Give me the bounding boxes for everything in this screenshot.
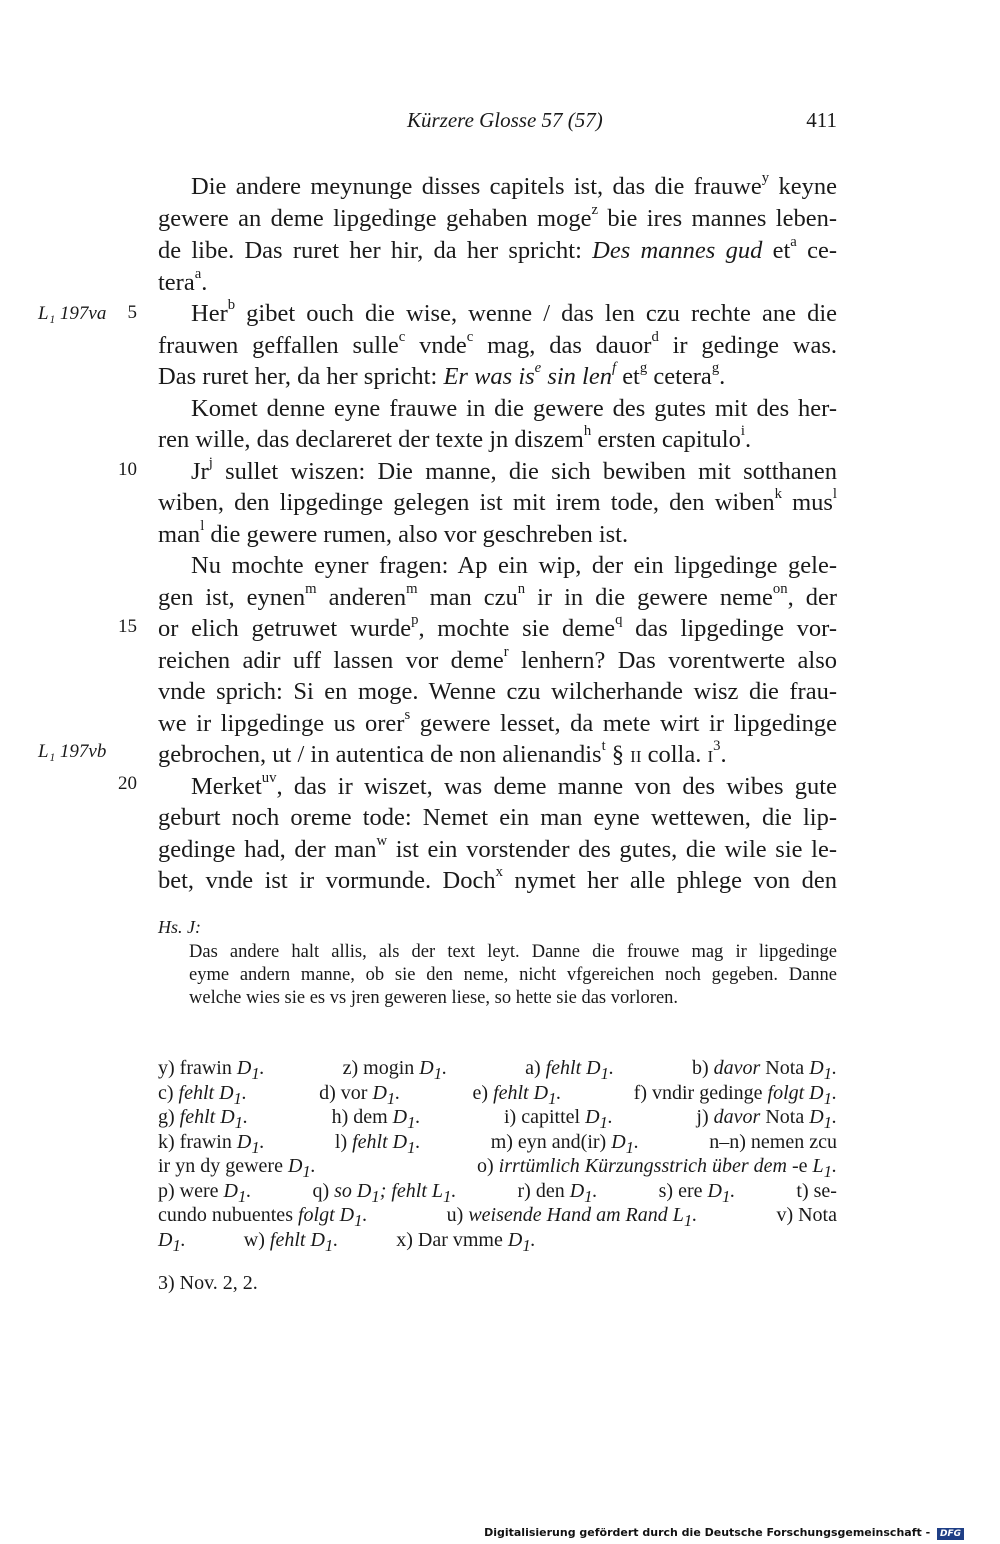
text-line: man$^l$ die gewere rumen, also vor geschreben ist. (158, 517, 629, 548)
line-number-5: 5 (127, 302, 137, 323)
variant-line: eyme andern manne, ob sie den neme, nicht vfgereichen noch gegeben. Danne (189, 965, 837, 985)
line-number-10: 10 (118, 459, 137, 480)
footer-credit (484, 1526, 964, 1540)
text-line: bet, vnde ist ir vormunde. Doch$^x$ nymet her alle phlege von den (158, 863, 837, 894)
text-line: Jr$^j$ sullet wiszen: Die manne, die sich bewiben mit sotthanen (191, 454, 837, 485)
apparatus-line: k) frawin $D_1$. l) fehlt $D_1$. m) eyn and(ir) $D_1$. n–n) nemen zcu (158, 1131, 837, 1157)
line-number-15: 15 (118, 616, 137, 637)
dfg-logo: DFG (937, 1528, 964, 1540)
text-line: geburt noch oreme tode: Nemet ein man eyne wettewen, die lip- (158, 804, 837, 831)
apparatus-line: y) frawin $D_1$. z) mogin $D_1$. a) fehlt $D_1$. b) davor Nota $D_1$. (158, 1057, 837, 1083)
variant-line: Das andere halt allis, als der text leyt. Danne die frouwe mag ir lipgedinge (189, 942, 837, 962)
text-line: gewere an deme lipgedinge gehaben moge$^z$ bie ires mannes leben- (158, 201, 837, 232)
variant-line: welche wies sie es vs jren geweren liese, so hette sie das vorloren. (189, 988, 679, 1008)
apparatus-line: $D_1$. w) fehlt $D_1$. x) Dar vmme $D_1$. (158, 1229, 536, 1255)
text-line: Die andere meynunge disses capitels ist, das die frauwe$^y$ keyne (191, 169, 837, 200)
text-line: gebrochen, ut / in autentica de non alienandis$^t$ § ii colla. $i^3$. (158, 737, 727, 768)
text-line: Merket$^{uv}$, das ir wiszet, was deme manne von des wibes gute (191, 769, 837, 800)
text-line: or elich getruwet wurde$^p$, mochte sie deme$^q$ das lipgedinge vor- (158, 611, 837, 642)
apparatus-line: ir yn dy gewere $D_1$. o) irrtümlich Kürzungsstrich über dem -e $L_1$. (158, 1155, 837, 1181)
text-line: Nu mochte eyner fragen: Ap ein wip, der ein lipgedinge gele- (191, 552, 837, 579)
text-line: vnde sprich: Si en moge. Wenne czu wilcherhande wisz die frau- (158, 678, 837, 705)
text-line: Her$^b$ gibet ouch die wise, wenne / das len czu rechte ane die (191, 296, 837, 327)
running-head: Kürzere Glosse 57 (57) (407, 108, 603, 132)
text-line: frauwen geffallen sulle$^c$ vnde$^c$ mag, das dauor$^d$ ir gedinge was. (158, 328, 837, 359)
text-line: de libe. Das ruret her hir, da her spricht: Des mannes gud $et^a$ ce- (158, 233, 837, 264)
text-line: gen ist, eynen$^m$ anderen$^m$ man czu$^n$ ir in die gewere neme$^{on}$, der (158, 580, 837, 611)
text-line: we ir lipgedinge us orer$^s$ gewere lesset, da mete wirt ir lipgedinge (158, 706, 837, 737)
text-line: reichen adir uff lassen vor deme$^r$ lenhern? Das vorentwerte also (158, 643, 837, 674)
manuscript-ref-197va: L₁ 197va (38, 303, 107, 324)
text-line: tera$^a$. (158, 265, 208, 296)
source-footnote: 3) Nov. 2, 2. (158, 1272, 258, 1294)
text-line: Das ruret her, da her spricht: Er was $is^e$ sin len$^f$ $et^g$ cetera$^g$. (158, 359, 726, 390)
text-line: gedinge had, der man$^w$ ist ein vorstender des gutes, die wile sie le- (158, 832, 837, 863)
text-line: ren wille, das declareret der texte jn diszem$^h$ ersten capitulo$^i$. (158, 422, 752, 453)
apparatus-line: c) fehlt $D_1$. d) vor $D_1$. e) fehlt $D_1$. f) vndir gedinge folgt $D_1$. (158, 1082, 837, 1108)
footer-credit-text: Digitalisierung gefördert durch die Deutsche Forschungsgemeinschaft - (484, 1526, 931, 1539)
text-line: wiben, den lipgedinge gelegen ist mit irem tode, den wiben$^k$ mus$^l$ (158, 485, 838, 516)
line-number-20: 20 (118, 773, 137, 794)
apparatus-line: p) were $D_1$. q) so $D_1$; fehlt $L_1$. r) den $D_1$. s) ere $D_1$. t) se- (158, 1180, 837, 1206)
manuscript-ref-197vb: L₁ 197vb (38, 741, 107, 762)
page-number: 411 (806, 108, 837, 132)
apparatus-line: g) fehlt $D_1$. h) dem $D_1$. i) capittel $D_1$. j) davor Nota $D_1$. (158, 1106, 837, 1132)
variant-label: Hs. J: (158, 917, 201, 937)
apparatus-line: cundo nubuentes folgt $D_1$. u) weisende Hand am Rand $L_1$. v) Nota (158, 1204, 837, 1230)
text-line: Komet denne eyne frauwe in die gewere des gutes mit des her- (191, 395, 837, 422)
